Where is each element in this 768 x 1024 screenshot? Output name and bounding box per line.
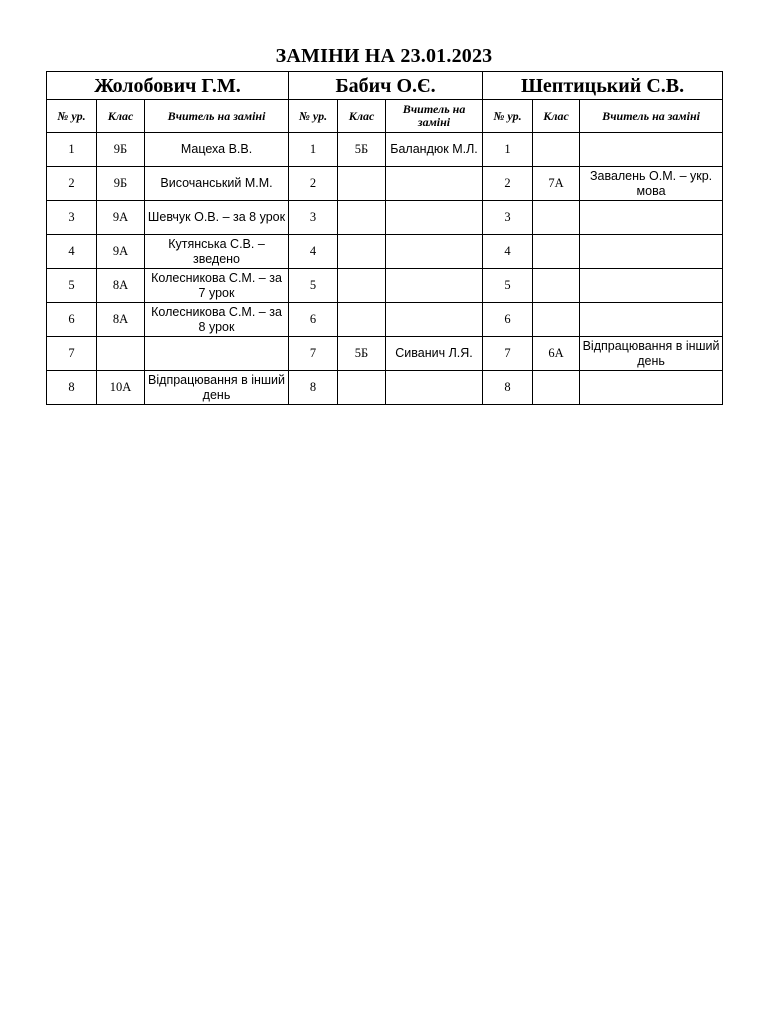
substitute-teacher-cell xyxy=(580,201,723,235)
substitute-teacher-cell: Шевчук О.В. – за 8 урок xyxy=(145,201,289,235)
substitute-teacher-cell xyxy=(386,235,483,269)
substitute-teacher-cell xyxy=(580,303,723,337)
lesson-number-cell: 3 xyxy=(289,201,338,235)
table-row xyxy=(47,269,723,303)
lesson-header: № ур. xyxy=(483,100,533,133)
lesson-number-cell: 4 xyxy=(483,235,533,269)
substitute-teacher-cell: Височанський М.М. xyxy=(145,167,289,201)
class-header: Клас xyxy=(97,100,145,133)
substitute-teacher-cell xyxy=(580,371,723,405)
class-cell: 7А xyxy=(533,167,580,201)
class-cell xyxy=(338,235,386,269)
lesson-number-cell: 4 xyxy=(289,235,338,269)
substitute-teacher-cell: Відпрацювання в інший день xyxy=(580,337,723,371)
lesson-number-cell: 7 xyxy=(47,337,97,371)
class-cell xyxy=(338,269,386,303)
lesson-number-cell: 6 xyxy=(289,303,338,337)
teacher-name: Шептицький С.В. xyxy=(483,72,723,100)
lesson-number-cell: 7 xyxy=(483,337,533,371)
lesson-number-cell: 7 xyxy=(289,337,338,371)
class-cell: 6А xyxy=(533,337,580,371)
class-cell xyxy=(533,201,580,235)
substitute-teacher-cell: Відпрацювання в інший день xyxy=(145,371,289,405)
substitute-teacher-cell: Колесникова С.М. – за 8 урок xyxy=(145,303,289,337)
lesson-number-cell: 5 xyxy=(483,269,533,303)
lesson-number-cell: 5 xyxy=(289,269,338,303)
substitute-teacher-cell xyxy=(386,167,483,201)
substitute-teacher-cell xyxy=(386,201,483,235)
substitute-teacher-cell xyxy=(580,133,723,167)
class-cell xyxy=(533,235,580,269)
class-cell: 9Б xyxy=(97,133,145,167)
class-cell: 10А xyxy=(97,371,145,405)
substitute-header: Вчитель на заміні xyxy=(145,100,289,133)
class-cell xyxy=(338,303,386,337)
lesson-number-cell: 1 xyxy=(289,133,338,167)
class-cell: 9А xyxy=(97,235,145,269)
lesson-number-cell: 8 xyxy=(483,371,533,405)
class-header: Клас xyxy=(338,100,386,133)
substitute-teacher-cell xyxy=(386,303,483,337)
class-header: Клас xyxy=(533,100,580,133)
substitution-table xyxy=(46,71,723,405)
class-cell: 8А xyxy=(97,303,145,337)
substitute-teacher-cell: Мацеха В.В. xyxy=(145,133,289,167)
table-row xyxy=(47,167,723,201)
lesson-number-cell: 4 xyxy=(47,235,97,269)
lesson-number-cell: 8 xyxy=(289,371,338,405)
lesson-number-cell: 8 xyxy=(47,371,97,405)
lesson-header: № ур. xyxy=(289,100,338,133)
lesson-number-cell: 1 xyxy=(47,133,97,167)
class-cell xyxy=(338,201,386,235)
teacher-name: Бабич О.Є. xyxy=(289,72,483,100)
class-cell xyxy=(97,337,145,371)
substitute-teacher-cell: Кутянська С.В. – зведено xyxy=(145,235,289,269)
class-cell: 9А xyxy=(97,201,145,235)
class-cell xyxy=(533,371,580,405)
class-cell xyxy=(533,303,580,337)
substitute-teacher-cell xyxy=(386,269,483,303)
class-cell xyxy=(338,371,386,405)
lesson-number-cell: 2 xyxy=(289,167,338,201)
substitute-teacher-cell xyxy=(386,371,483,405)
schedule-body xyxy=(47,133,723,405)
teacher-name: Жолобович Г.М. xyxy=(47,72,289,100)
lesson-number-cell: 1 xyxy=(483,133,533,167)
substitute-teacher-cell: Завалень О.М. – укр. мова xyxy=(580,167,723,201)
class-cell xyxy=(338,167,386,201)
class-cell: 9Б xyxy=(97,167,145,201)
substitute-teacher-cell xyxy=(580,235,723,269)
substitute-teacher-cell xyxy=(145,337,289,371)
class-cell xyxy=(533,269,580,303)
substitute-teacher-cell: Сиванич Л.Я. xyxy=(386,337,483,371)
lesson-number-cell: 3 xyxy=(47,201,97,235)
substitute-teacher-cell xyxy=(580,269,723,303)
lesson-number-cell: 6 xyxy=(47,303,97,337)
table-row xyxy=(47,337,723,371)
lesson-number-cell: 2 xyxy=(47,167,97,201)
table-row xyxy=(47,303,723,337)
table-row xyxy=(47,133,723,167)
substitute-header: Вчитель на заміні xyxy=(386,100,483,133)
table-row xyxy=(47,201,723,235)
lesson-header: № ур. xyxy=(47,100,97,133)
substitute-header: Вчитель на заміні xyxy=(580,100,723,133)
lesson-number-cell: 2 xyxy=(483,167,533,201)
class-cell xyxy=(533,133,580,167)
lesson-number-cell: 6 xyxy=(483,303,533,337)
table-row xyxy=(47,371,723,405)
class-cell: 5Б xyxy=(338,133,386,167)
column-header-row xyxy=(47,100,723,133)
substitute-teacher-cell: Баландюк М.Л. xyxy=(386,133,483,167)
lesson-number-cell: 5 xyxy=(47,269,97,303)
substitute-teacher-cell: Колесникова С.М. – за 7 урок xyxy=(145,269,289,303)
teacher-header-row xyxy=(47,72,723,100)
table-row xyxy=(47,235,723,269)
class-cell: 5Б xyxy=(338,337,386,371)
page-title: ЗАМІНИ НА 23.01.2023 xyxy=(275,45,493,67)
lesson-number-cell: 3 xyxy=(483,201,533,235)
class-cell: 8А xyxy=(97,269,145,303)
